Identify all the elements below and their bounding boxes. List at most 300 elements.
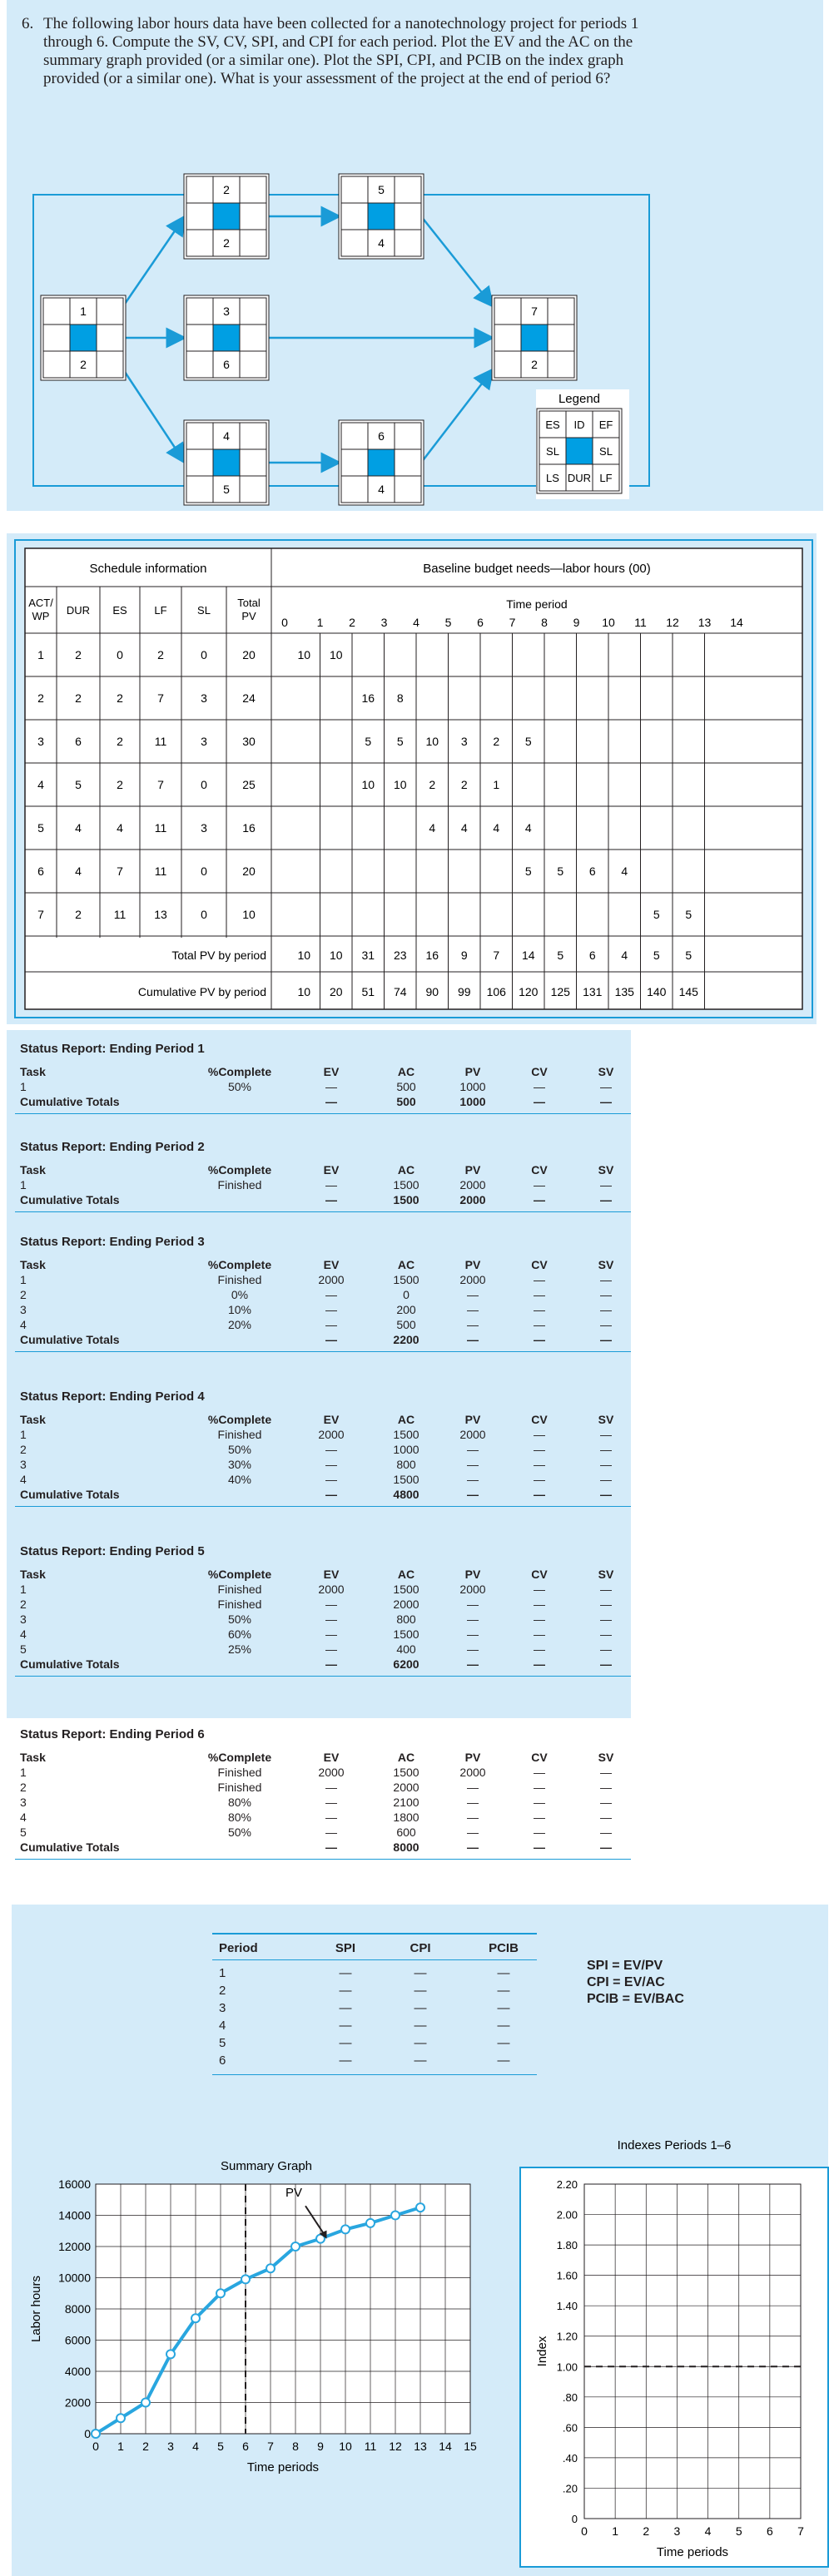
y-tick: 4000 [64,2365,91,2378]
status-cell: — [534,1796,545,1809]
node-2-cell [240,176,266,203]
total-label: Total PV by period [171,949,266,962]
status-cell: — [534,1598,545,1611]
y-tick: 2.00 [556,2208,578,2222]
status-cell: — [325,1303,337,1316]
status-cell: — [600,1598,612,1611]
cell: 3 [201,821,207,835]
status-cell: — [325,1488,337,1501]
status-cell: — [600,1095,612,1108]
status-cell: 1000 [393,1443,419,1456]
status-cell: — [325,1642,337,1656]
status-title: Status Report: Ending Period 6 [20,1727,205,1741]
node-3-dur: 6 [223,358,230,371]
node-3-cell [186,351,213,378]
cell: 4 [524,821,532,835]
status-cell: Task [20,1568,46,1581]
node-2-cell [186,230,213,256]
y-tick: 12000 [58,2240,91,2253]
status-cell: 2000 [318,1428,345,1441]
node-3-cell [240,324,266,351]
x-tick: 12 [389,2440,402,2453]
col-header: WP [32,610,50,622]
cell: 2 [117,691,123,705]
time-tick: 0 [281,616,288,629]
status-cell: 4 [20,1811,27,1824]
status-cell: — [600,1178,612,1191]
status-cell: EV [323,1413,340,1426]
status-cell: 0% [231,1288,249,1301]
status-header-row [15,1163,635,1177]
plot-area [584,2184,801,2519]
legend-node-label: ES [545,419,560,431]
status-row [15,1811,635,1825]
x-tick: 10 [339,2440,352,2453]
y-tick: .40 [562,2451,578,2465]
cell: 7 [157,691,164,705]
status-header-row [15,1568,635,1582]
node-1-cell [97,351,123,378]
status-row [15,1428,635,1442]
time-tick: 3 [380,616,388,629]
status-divider [15,1676,631,1677]
status-cell: SV [598,1413,614,1426]
legend-title: Legend [558,392,601,406]
cell: 30 [242,735,256,748]
status-cell: 2000 [393,1598,419,1611]
node-2-dur: 2 [223,236,230,250]
node-6-dur: 4 [378,483,385,496]
node-3-id: 3 [223,305,230,318]
total-cell: 9 [460,949,468,962]
status-row [15,1288,635,1302]
node-1-cell [97,324,123,351]
index-cell: — [339,2019,352,2033]
y-tick: .60 [562,2421,578,2435]
cell: 1 [37,648,44,661]
cum-cell: 131 [583,985,603,998]
status-cell: 20% [227,1318,252,1331]
status-cell: — [325,1612,337,1626]
total-cell: 5 [557,949,564,962]
status-cell: 1 [20,1583,27,1596]
index-cell: — [414,2001,427,2015]
index-cell: 5 [219,2036,226,2050]
cell: 5 [37,821,44,835]
node-7-cell [494,324,521,351]
pv-point [191,2314,200,2322]
cell: 10 [242,908,256,921]
legend-node-cell [566,438,593,464]
node-1-cell [70,324,97,351]
status-cell: PV [464,1163,481,1177]
index-rule [212,1959,537,1960]
cell: 2 [75,691,82,705]
status-cell: %Complete [207,1258,272,1271]
node-4-id: 4 [223,429,230,443]
cum-cell: 99 [457,985,471,998]
cell: 10 [329,648,343,661]
status-cell: Task [20,1258,46,1271]
node-4-cell [213,449,240,476]
node-7-cell [494,298,521,324]
status-cell: — [600,1766,612,1779]
total-cell: 5 [653,949,660,962]
index-row [212,1966,537,1983]
status-cell: EV [323,1751,340,1764]
cell: 5 [396,735,404,748]
total-cell: 4 [621,949,628,962]
status-cell: CV [531,1413,548,1426]
node-7-cell [494,351,521,378]
node-1-id: 1 [80,305,87,318]
status-row [15,1781,635,1795]
status-cell: %Complete [207,1413,272,1426]
status-cell: 50% [227,1825,252,1839]
status-cell: — [534,1612,545,1626]
cell: 4 [75,821,82,835]
node-3-cell [240,351,266,378]
status-cell: 40% [227,1473,252,1486]
status-cell: 2000 [459,1193,486,1206]
index-cell: CPI [410,1941,431,1955]
status-cell: — [325,1178,337,1191]
status-cell: — [325,1781,337,1794]
index-rule [212,2074,537,2075]
status-title: Status Report: Ending Period 3 [20,1235,205,1249]
index-cell: — [414,1984,427,1998]
index-cell: — [497,2053,510,2068]
status-cell: — [325,1193,337,1206]
node-7 [492,295,577,380]
status-cell: Task [20,1413,46,1426]
status-cell: — [325,1443,337,1456]
x-tick: 8 [292,2440,299,2453]
group-left-label: Schedule information [89,562,207,576]
status-header-row [15,1258,635,1272]
cum-label: Cumulative PV by period [137,985,266,998]
status-cell: — [467,1458,479,1471]
cell: 4 [75,864,82,878]
cell: 10 [361,778,375,791]
node-1 [41,295,126,380]
status-cell: — [325,1288,337,1301]
status-cell: 8000 [393,1840,419,1854]
node-5-cell [395,176,421,203]
index-header-row [212,1941,537,1958]
status-cell: 1 [20,1428,27,1441]
status-cell: — [600,1273,612,1286]
x-tick: 1 [612,2524,619,2538]
status-cell: — [534,1080,545,1093]
status-cell: 600 [396,1825,416,1839]
status-cell: Cumulative Totals [20,1488,120,1501]
status-cell: 2 [20,1598,27,1611]
status-cell: — [325,1825,337,1839]
status-cell: 5 [20,1825,27,1839]
status-cell: — [600,1627,612,1641]
index-rule [212,1933,537,1934]
status-cell: Finished [217,1273,262,1286]
status-cell: — [325,1796,337,1809]
status-cell: 5 [20,1642,27,1656]
status-cell: — [534,1303,545,1316]
status-cell: EV [323,1568,340,1581]
status-cell: — [467,1443,479,1456]
status-cell: PV [464,1413,481,1426]
status-cell: — [467,1473,479,1486]
status-cell: %Complete [207,1568,272,1581]
status-cell: — [534,1193,545,1206]
cell: 1 [493,778,500,791]
status-cell: — [600,1318,612,1331]
status-cell: — [534,1428,545,1441]
status-divider [15,1351,631,1352]
x-tick: 5 [217,2440,224,2453]
cell: 3 [37,735,44,748]
cell: 11 [154,864,167,878]
legend-node-label: LS [546,472,559,484]
cell: 2 [37,691,44,705]
status-cell: 2000 [459,1273,486,1286]
status-row [15,1303,635,1317]
x-tick: 13 [414,2440,427,2453]
status-cell: 2100 [393,1796,419,1809]
y-tick: 1.00 [556,2361,578,2374]
status-cell: AC [397,1258,415,1271]
node-5-cell [395,203,421,230]
cell: 0 [201,908,207,921]
status-cell: — [467,1796,479,1809]
status-cell: — [534,1443,545,1456]
node-7-dur: 2 [531,358,538,371]
status-cell: CV [531,1163,548,1177]
status-cell: Cumulative Totals [20,1657,120,1671]
schedule-table [0,533,829,1033]
cell: 3 [460,735,468,748]
status-cell: 2 [20,1443,27,1456]
node-6-cell [395,476,421,503]
index-cell: — [339,2053,352,2068]
index-cell: — [339,1966,352,1980]
index-cell: 1 [219,1966,226,1980]
col-header: DUR [66,604,91,617]
time-tick: 5 [444,616,452,629]
cell: 3 [201,735,207,748]
status-cell: — [325,1657,337,1671]
status-cell: PV [464,1065,481,1078]
status-cell: — [534,1333,545,1346]
status-cell: 2000 [318,1766,345,1779]
index-cell: — [497,1966,510,1980]
total-cell: 31 [361,949,375,962]
index-cell: — [414,2053,427,2068]
cell: 6 [588,864,596,878]
cell: 16 [361,691,375,705]
status-total-row [15,1193,635,1207]
status-row [15,1612,635,1627]
cell: 3 [201,691,207,705]
index-cell: — [339,2001,352,2015]
status-total-row [15,1840,635,1855]
status-cell: 4800 [393,1488,419,1501]
pv-point [241,2275,250,2283]
pv-point [216,2289,225,2297]
status-cell: 2000 [459,1766,486,1779]
status-cell: — [467,1333,479,1346]
formula-pcib: PCIB = EV/BAC [587,1992,684,2006]
time-tick: 8 [541,616,548,629]
status-cell: AC [397,1413,415,1426]
x-tick: 4 [192,2440,199,2453]
status-cell: — [325,1095,337,1108]
col-header: LF [154,604,167,617]
node-6 [339,420,424,505]
status-cell: — [600,1583,612,1596]
cell: 2 [75,908,82,921]
total-cell: 6 [588,949,596,962]
status-cell: 1800 [393,1811,419,1824]
cell: 5 [524,735,532,748]
pv-point [416,2203,424,2212]
time-tick: 2 [349,616,355,629]
status-cell: 1500 [393,1428,419,1441]
status-cell: 1 [20,1273,27,1286]
status-cell: Task [20,1163,46,1177]
status-cell: 800 [396,1612,416,1626]
status-cell: Cumulative Totals [20,1840,120,1854]
y-tick: 14000 [58,2208,91,2222]
status-row [15,1318,635,1332]
index-cell: — [497,1984,510,1998]
x-tick: 11 [364,2440,377,2453]
node-7-cell [521,324,548,351]
status-cell: 2000 [459,1178,486,1191]
node-4-cell [186,449,213,476]
cell: 6 [37,864,44,878]
node-4 [184,420,269,505]
time-tick: 6 [477,616,484,629]
cell: 5 [524,864,532,878]
x-label: Time periods [246,2460,320,2474]
status-cell: 3 [20,1303,27,1316]
status-cell: — [467,1612,479,1626]
index-cell: 4 [219,2019,226,2033]
cell: 2 [117,735,123,748]
status-cell: — [534,1095,545,1108]
status-cell: 2 [20,1781,27,1794]
status-cell: AC [397,1065,415,1078]
status-cell: — [600,1811,612,1824]
index-cell: SPI [335,1941,356,1955]
cell: 5 [365,735,372,748]
status-cell: — [534,1627,545,1641]
node-4-cell [186,476,213,503]
status-cell: 2000 [318,1273,345,1286]
status-cell: PV [464,1258,481,1271]
status-divider [15,1506,631,1507]
pv-point [92,2430,100,2438]
status-row [15,1178,635,1192]
index-cell: — [414,2036,427,2050]
status-cell: SV [598,1163,614,1177]
status-cell: — [600,1657,612,1671]
status-cell: 2000 [459,1428,486,1441]
node-2-cell [213,203,240,230]
cell: 13 [154,908,167,921]
index-cell: PCIB [489,1941,519,1955]
cell: 2 [157,648,164,661]
node-6-cell [341,476,368,503]
time-tick: 10 [602,616,615,629]
status-cell: 10% [227,1303,252,1316]
index-row [212,2053,537,2070]
status-total-row [15,1095,635,1109]
node-5-cell [341,203,368,230]
x-tick: 7 [797,2524,804,2538]
status-cell: — [534,1811,545,1824]
status-cell: 1 [20,1766,27,1779]
status-cell: SV [598,1065,614,1078]
node-7-id: 7 [531,305,538,318]
legend-node-label: ID [573,419,585,431]
status-cell: SV [598,1258,614,1271]
cum-cell: 120 [519,985,539,998]
cell: 4 [429,821,436,835]
index-cell: — [497,2036,510,2050]
node-2 [184,174,269,259]
status-cell: — [600,1428,612,1441]
cell: 8 [396,691,404,705]
status-cell: — [600,1333,612,1346]
status-cell: — [325,1598,337,1611]
index-cell: — [339,2036,352,2050]
status-cell: Finished [217,1178,262,1191]
cum-cell: 125 [550,985,570,998]
status-cell: — [467,1318,479,1331]
status-row [15,1080,635,1094]
status-cell: — [534,1583,545,1596]
node-5 [339,174,424,259]
status-row [15,1796,635,1810]
cum-cell: 135 [614,985,634,998]
y-tick: 6000 [64,2333,91,2347]
node-5-dur: 4 [378,236,385,250]
status-cell: EV [323,1163,340,1177]
status-row [15,1627,635,1642]
x-tick: 5 [735,2524,742,2538]
status-cell: SV [598,1751,614,1764]
index-row [212,2019,537,2035]
status-cell: 1500 [393,1193,419,1206]
x-tick: 3 [673,2524,681,2538]
status-title: Status Report: Ending Period 5 [20,1544,205,1558]
node-6-cell [341,423,368,449]
status-cell: 0 [403,1288,410,1301]
status-cell: — [534,1178,545,1191]
node-4-cell [186,423,213,449]
status-cell: 50% [227,1443,252,1456]
time-label: Time period [506,597,568,611]
status-cell: — [600,1642,612,1656]
status-cell: — [467,1627,479,1641]
legend-node-label: SL [546,445,559,458]
status-cell: — [534,1288,545,1301]
status-cell: 50% [227,1612,252,1626]
status-cell: 3 [20,1796,27,1809]
status-cell: 2 [20,1288,27,1301]
status-cell: 500 [396,1080,416,1093]
